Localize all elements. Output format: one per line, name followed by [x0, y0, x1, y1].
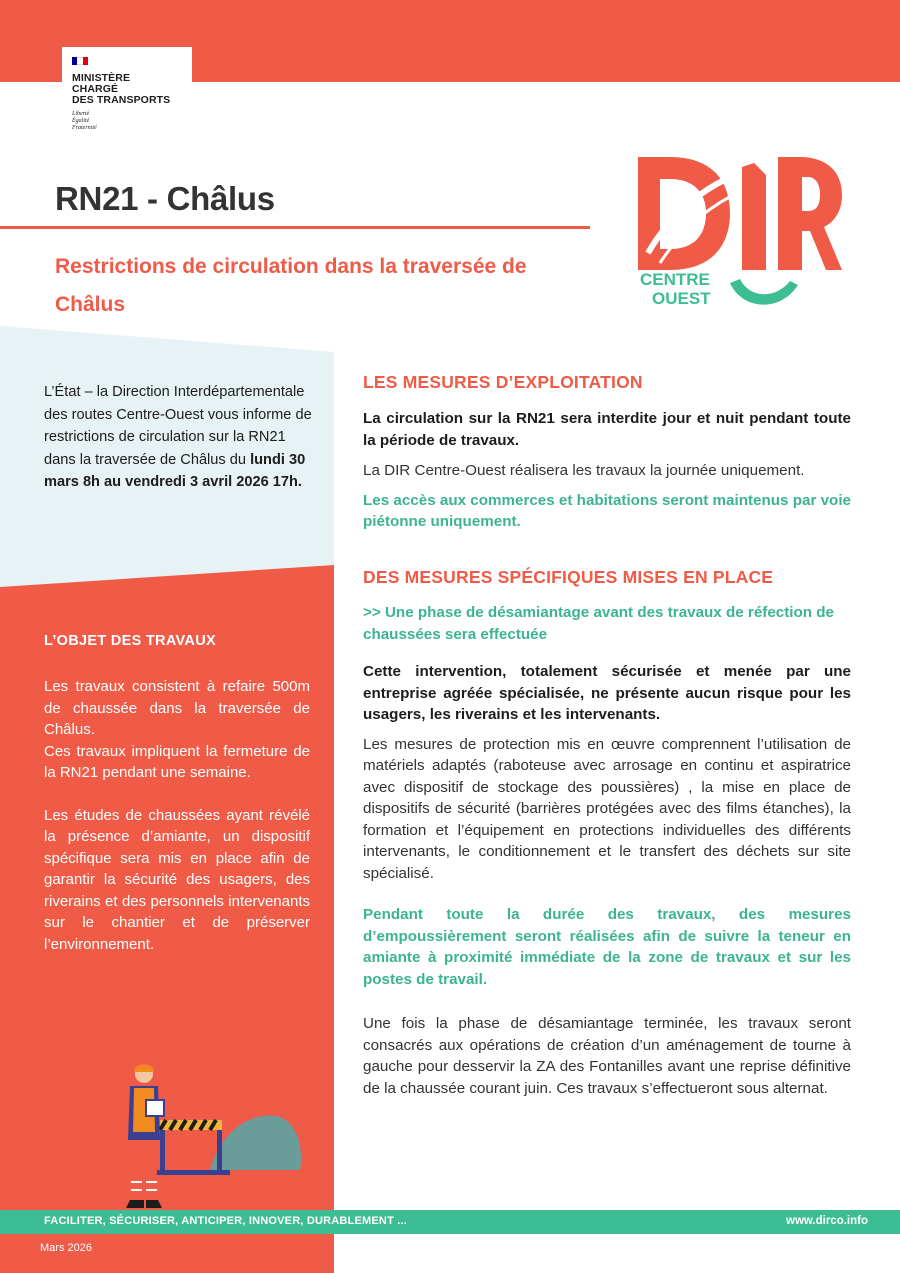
exploitation-bold-1: La circulation sur la	[363, 410, 516, 427]
french-flag-icon	[72, 57, 88, 65]
ministry-name-line-1: MINISTÈRE	[72, 72, 131, 84]
dir-green-swoosh	[730, 279, 798, 305]
footer-url-link[interactable]: www.dirco.info	[786, 1215, 868, 1227]
barrier-foot	[155, 1170, 230, 1175]
worker-clipboard	[146, 1100, 164, 1116]
objet-paragraph-1: Les travaux consistent à refaire 500m de chaussée dans la traversée de Châlus.	[44, 678, 310, 738]
exploitation-heading: LES MESURES D’EXPLOITATION	[363, 372, 643, 392]
intro-text-regular: L’État – la Direction Interdépartementale des routes Centre-Ouest vous informe de restrictions de circulation sur la RN21 dans la traversée de Châlus du	[44, 384, 312, 468]
gravel-pile	[210, 1115, 301, 1170]
intro-text-dates: lundi 30 mars 8h au vendredi 3 avril 2026 17h.	[44, 451, 306, 490]
dir-logo-centre: CENTRE	[640, 270, 710, 289]
footer-date: Mars 2026	[40, 1242, 92, 1254]
ministry-name-line-3: DES TRANSPORTS	[72, 94, 171, 106]
dir-centre-ouest-logo	[630, 145, 845, 315]
motto-fraternite: Fraternité	[72, 125, 97, 131]
page-title: RN21 - Châlus	[55, 180, 275, 217]
desamiantage-phase-text: >> Une phase de désamiantage avant des travaux de réfection de chaussées sera effectuée	[363, 604, 834, 643]
objet-paragraph-2: Ces travaux impliquent la fermeture de la RN21 pendant une semaine.	[44, 742, 310, 781]
protection-measures-text: Les mesures de protection mis en œuvre comprennent l’utilisation de matériels adaptés (raboteuse avec arrosage en continu et aspiratrice avec dispositif de stockage des poussières) , la mise en place de dispositifs de sécurité (barrières protégées avec des films étanches), la formation et l’équipement en protections individuelles des différents intervenants, le conditionnement et le transfert des déchets sur site spécialisé.	[363, 735, 851, 882]
intro-text	[44, 381, 314, 494]
exploitation-bold-text	[363, 408, 851, 451]
motto-egalite: Égalité	[72, 118, 90, 124]
exploitation-green-text: Les accès aux commerces et habitations seront maintenus par voie piétonne uniquement.	[363, 491, 851, 530]
intervention-bold-text: Cette intervention, totalement sécurisée et menée par une entreprise agréée spécialisée, ne présente aucun risque pour les usagers, les riverains et les intervenants.	[363, 663, 851, 723]
footer-slogan: FACILITER, SÉCURISER, ANTICIPER, INNOVER, DURABLEMENT ...	[44, 1215, 408, 1227]
dir-letter-i	[742, 163, 766, 270]
objet-paragraph-3: Les études de chaussées ayant révélé la présence d’amiante, un dispositif spécifique sera mis en place afin de garantir la sécurité des usagers, des riverains et des personnels intervenants sur le chantier et de préserver l’environnement.	[44, 806, 310, 953]
ministry-name-line-2: CHARGÉ	[72, 83, 119, 95]
specifiques-heading: DES MESURES SPÉCIFIQUES MISES EN PLACE	[363, 567, 774, 587]
objet-heading: L’OBJET DES TRAVAUX	[44, 633, 216, 649]
barrier-post-left	[160, 1130, 165, 1174]
exploitation-regular-text: La DIR Centre-Ouest réalisera les travaux la journée uniquement.	[363, 462, 805, 479]
motto-liberte: Liberté	[72, 111, 90, 117]
dir-letter-d	[638, 157, 730, 270]
exploitation-bold-2: sera interdite jour et nuit pendant toute la période de travaux.	[363, 410, 851, 449]
final-phase-text: Une fois la phase de désamiantage terminée, les travaux seront consacrés aux opérations de création d’un aménagement de tourne à gauche pour desservir la ZA des Fontanilles avant une reprise définitive de la chaussée courant juin. Ces travaux s’effectueront sous alternat.	[363, 1015, 851, 1097]
republic-motto	[72, 111, 182, 132]
empoussierement-text: Pendant toute la durée des travaux, des mesures d’empoussièrement seront réalisées afin de suivre la teneur en amiante à proximité immédiate de la zone de travaux et sur les postes de travail.	[363, 906, 851, 988]
barrier-post-right	[217, 1130, 222, 1174]
worker-boots	[126, 1200, 162, 1208]
worker-helmet	[134, 1065, 154, 1073]
dir-logo-ouest: OUEST	[652, 289, 711, 308]
page-subtitle: Restrictions de circulation dans la traversée de Châlus	[55, 255, 527, 316]
ministry-logo	[62, 47, 192, 139]
title-rule	[0, 226, 590, 229]
dir-letter-r	[778, 157, 842, 270]
objet-text	[44, 676, 310, 955]
exploitation-section	[363, 372, 851, 533]
specifiques-section	[363, 567, 851, 1099]
exploitation-bold-rn21: RN21	[516, 410, 555, 427]
worker-illustration	[100, 1050, 310, 1210]
